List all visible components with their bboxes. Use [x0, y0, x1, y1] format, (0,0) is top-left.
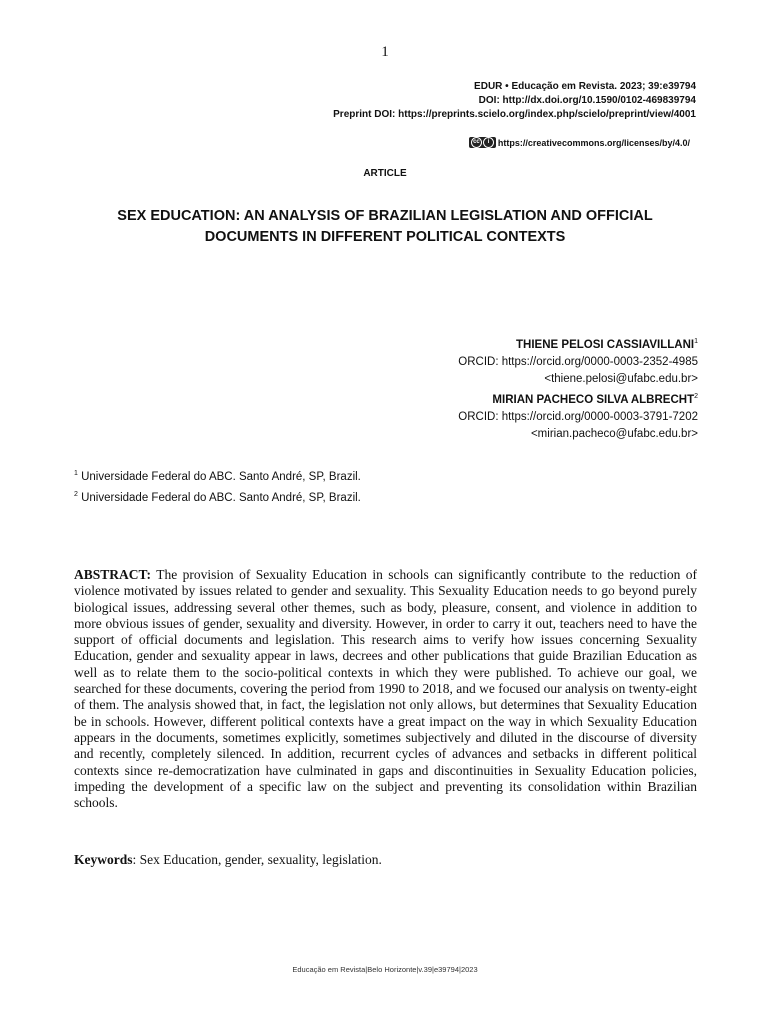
author-orcid[interactable]: ORCID: https://orcid.org/0000-0003-3791-7202	[458, 410, 698, 423]
creative-commons-icon	[469, 137, 496, 148]
author-orcid[interactable]: ORCID: https://orcid.org/0000-0003-2352-4985	[458, 355, 698, 368]
abstract-label: ABSTRACT:	[74, 567, 152, 582]
keywords-label: Keywords	[74, 852, 133, 867]
preprint-doi-link[interactable]: Preprint DOI: https://preprints.scielo.org/index.php/scielo/preprint/view/4001	[333, 109, 696, 120]
author-name: MIRIAN PACHECO SILVA ALBRECHT$^2$	[492, 392, 698, 406]
keywords-text: : Sex Education, gender, sexuality, legislation.	[132, 852, 382, 867]
author-block	[458, 333, 698, 443]
doi-link[interactable]: DOI: http://dx.doi.org/10.1590/0102-469839794	[478, 95, 696, 106]
page-number: 1	[381, 44, 389, 60]
affiliation-item: $^1$ Universidade Federal do ABC. Santo André, SP, Brazil.	[74, 470, 361, 483]
cc-icon: cc	[471, 137, 482, 148]
abstract-text: The provision of Sexuality Education in schools can significantly contribute to the reduction of violence motivated by issues related to gender and sexuality. This Sexuality Education needs to go beyond purely biological issues, addressing several other themes, such as body, pleasure, consent, and violence in addition to more obvious issues of gender, sexuality and diversity. However, in order to carry it out, teachers need to have the support of official documents and legislation. This research aims to verify how issues concerning Sexuality Education, gender and sexuality appear in laws, decrees and other publications that guide Brazilian Education as well as to relate them to the socio-political contexts in which they were published. To achieve our goal, we searched for these documents, covering the period from 1990 to 2018, and we focused our analysis on twenty-eight of them. The analysis showed that, in fact, the legislation not only allows, but determines that Sexuality Education be in schools. However, different political contexts have a great impact on the way in which Sexuality Education appears in the documents, sometimes explicitly, sometimes subjectively and diluted in the discourse of diversity and recently, completely silenced. In addition, recurrent cycles of advances and setbacks in different political contexts since re-democratization have culminated in gaps and discontinuities in Sexuality Education policies, impeding the development of a specific law on the subject and preventing its consolidation within Brazilian schools.	[74, 567, 697, 811]
article-type-label: ARTICLE	[363, 168, 407, 179]
page-footer: Educação em Revista|Belo Horizonte|v.39|e39794|2023	[292, 965, 478, 974]
author-email[interactable]: <thiene.pelosi@ufabc.edu.br>	[544, 372, 698, 385]
journal-citation: EDUR • Educação em Revista. 2023; 39:e39794	[474, 81, 696, 92]
keywords	[74, 852, 382, 868]
article-title: SEX EDUCATION: AN ANALYSIS OF BRAZILIAN LEGISLATION AND OFFICIAL DOCUMENTS IN DIFFERENT POLITICAL CONTEXTS	[117, 208, 653, 245]
attribution-icon: i	[483, 137, 494, 148]
author-name: THIENE PELOSI CASSIAVILLANI$^1$	[516, 338, 698, 351]
license-link[interactable]: https://creativecommons.org/licenses/by/4.0/	[497, 137, 690, 148]
abstract	[74, 567, 697, 811]
author-email[interactable]: <mirian.pacheco@ufabc.edu.br>	[530, 427, 698, 440]
affiliation-item: $^2$ Universidade Federal do ABC. Santo André, SP, Brazil.	[74, 490, 361, 504]
affiliations	[74, 465, 361, 507]
license-row	[469, 137, 690, 148]
